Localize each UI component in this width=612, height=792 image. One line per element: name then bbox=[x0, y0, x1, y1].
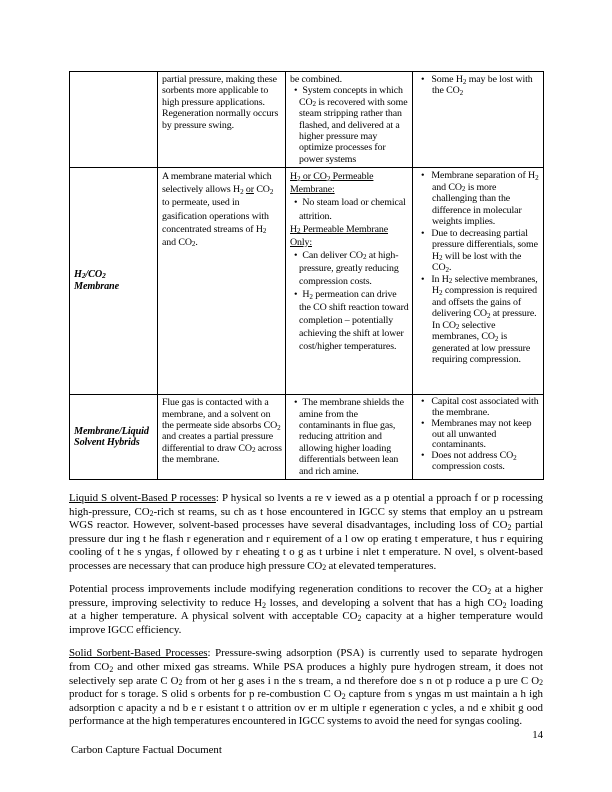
bullet-item: • The membrane shields the amine from the contaminants in flue gas, reducing attrition and allowing higher loading differentials between lean and rich amine. bbox=[294, 397, 404, 477]
table-row bbox=[70, 395, 544, 480]
challenges-cell bbox=[413, 395, 544, 480]
paragraph-line: at a higher temperature. A physical solvent with acceptable $CO_2$ capacity at a higher temperature would bbox=[69, 610, 543, 624]
bullet-item: • In $H_2$ selective membranes, $H_2$ compression is required and offsets the gains of delivering $CO_2$ at pressure. In $CO_2$ selective membranes, $CO_2$ is generated at low pressure requiring compression. bbox=[421, 273, 538, 366]
table-row bbox=[70, 72, 544, 168]
paragraph-line: cooling of t he s yngas, f ollowed by r eheating t o g as t urbine i nlet t emperature. N ovel, s olvent-based bbox=[69, 546, 543, 559]
paragraph-line: from $CO_2$ and other mixed gas streams. While PSA produces a highly pure hydrogen stream, it does not bbox=[69, 661, 544, 674]
cell-text: Flue gas is contacted with a membrane, and a solvent on the permeate side absorbs $CO_2$ and creates a partial pressure differential to draw $CO_2$ across the membrane. bbox=[162, 397, 282, 466]
bullet-icon: • bbox=[294, 197, 298, 209]
page-number: 14 bbox=[532, 729, 543, 741]
bullet-icon: • bbox=[421, 227, 425, 239]
bullet-item: • System concepts in which $CO_2$ is recovered with some steam stripping rather than flashed, and delivered at a higher pressure may optimize processes for power systems bbox=[294, 85, 408, 165]
bullet-item: • Membranes may not keep out all unwanted contaminants. bbox=[421, 417, 532, 451]
paragraph-line: high-pressure, $CO_2$-rich st reams, su ch as t hose encountered in IGCC sy stems that employ an u pstream bbox=[69, 505, 544, 519]
paragraph-line: selectively sep arate C $O_2$ from ot her g ases i n the s tream, a nd therefore doe s n ot p roduce a p ure C $O_2$ bbox=[69, 674, 543, 688]
paragraph bbox=[69, 492, 543, 573]
paragraph bbox=[69, 583, 543, 637]
bullet-item: • Capital cost associated with the membrane. bbox=[421, 396, 539, 419]
bullet-icon: • bbox=[294, 249, 298, 261]
row-label-cell bbox=[70, 395, 158, 480]
paragraph-line: Potential process improvements include modifying regeneration conditions to recover the $CO_2$ at a higher bbox=[69, 583, 543, 596]
challenges-cell bbox=[413, 168, 544, 395]
description-cell bbox=[158, 72, 286, 168]
cell-subheading: $H_2$ or $CO_2$ Permeable Membrane: bbox=[290, 171, 374, 196]
row-label-cell bbox=[70, 168, 158, 395]
bullet-item: • No steam load or chemical attrition. bbox=[294, 197, 406, 222]
advantages-cell bbox=[286, 168, 413, 395]
paragraph-line: WGS reactor. However, solvent-based processes have several disadvantages, including loss of $CO_2$ partial bbox=[69, 519, 543, 532]
paragraph-line: performance at the high temperatures encountered in IGCC systems to avoid the need for syngas cooling. bbox=[69, 715, 523, 728]
bullet-item: • Can deliver $CO_2$ at high-pressure, greatly reducing compression costs. bbox=[294, 249, 399, 287]
footer-document-title: Carbon Capture Factual Document bbox=[71, 744, 222, 756]
paragraph-line: processes are necessary that can produce high pressure $CO_2$ at elevated temperatures. bbox=[69, 559, 437, 573]
row-label-cell bbox=[70, 72, 158, 168]
technology-comparison-table bbox=[69, 71, 544, 480]
bullet-icon: • bbox=[294, 85, 298, 97]
bullet-icon: • bbox=[421, 273, 425, 285]
body-text bbox=[69, 492, 543, 729]
bullet-item: • Some $H_2$ may be lost with the $CO_2$ bbox=[421, 74, 533, 97]
cell-text: A membrane material which selectively allows $H_2$ or $CO_2$ to permeate, used in gasification operations with concentrated streams of $H_2$ and $CO_2$. bbox=[162, 171, 274, 249]
description-cell bbox=[158, 395, 286, 480]
bullet-icon: • bbox=[421, 170, 425, 182]
challenges-cell bbox=[413, 72, 544, 168]
row-label: Membrane/Liquid bbox=[74, 425, 149, 437]
paragraph-line: pressure, improving selectivity to reduce $H_2$ losses, and developing a solvent that has a high $CO_2$ loading bbox=[69, 596, 543, 610]
row-label: Solvent Hybrids bbox=[74, 437, 140, 449]
paragraph-line: Solid Sorbent-Based Processes: Pressure-swing adsorption (PSA) is currently used to separate hydrogen bbox=[69, 647, 543, 660]
bullet-item: • Does not address $CO_2$ compression costs. bbox=[421, 450, 517, 473]
bullet-icon: • bbox=[421, 417, 425, 429]
paragraph-line: improve IGCC efficiency. bbox=[69, 623, 182, 636]
row-label: Membrane bbox=[74, 281, 120, 293]
paragraph bbox=[69, 647, 543, 728]
paragraph-line: pressure dur ing t he flash r egeneration and r equirement of a l ow op erating t emperature, t hus r equiring bbox=[69, 532, 543, 545]
cell-subheading: $H_2$ Permeable Membrane Only: bbox=[290, 223, 389, 248]
description-cell bbox=[158, 168, 286, 395]
bullet-icon: • bbox=[421, 396, 425, 408]
cell-text: be combined. bbox=[290, 74, 342, 85]
bullet-item: • $H_2$ permeation can drive the CO shift reaction toward completion – potentially achieving the shift at lower cost/higher temperatures. bbox=[294, 289, 409, 353]
bullet-item: • Membrane separation of $H_2$ and $CO_2$ is more challenging than the difference in molecular weights implies. bbox=[421, 170, 539, 228]
table-body bbox=[70, 72, 544, 480]
row-label: $H_2/CO_2$ bbox=[74, 268, 106, 281]
advantages-cell bbox=[286, 395, 413, 480]
paragraph-line: adsorption c apacity a nd b e r esistant t o attrition ov er m ultiple r egeneration c ycles, a nd e xhibit g ood bbox=[69, 701, 543, 714]
bullet-icon: • bbox=[421, 450, 425, 462]
bullet-icon: • bbox=[294, 397, 298, 409]
bullet-item: • Due to decreasing partial pressure differentials, some $H_2$ will be lost with the $CO_2$. bbox=[421, 227, 538, 274]
table-row bbox=[70, 168, 544, 395]
paragraph-line: Liquid S olvent-Based P rocesses: P hysical so lvents a re v iewed as a p otential a pproach f or p rocessing bbox=[69, 492, 543, 504]
paragraph-line: product for s torage. S olid s orbents for p re-combustion C $O_2$ capture from s yngas m ust maintain a h igh bbox=[69, 688, 543, 701]
bullet-icon: • bbox=[294, 289, 298, 301]
cell-text: partial pressure, making these sorbents more applicable to high pressure applications. Regeneration normally occurs by pressure swing. bbox=[162, 74, 279, 131]
advantages-cell bbox=[286, 72, 413, 168]
bullet-icon: • bbox=[421, 74, 425, 85]
